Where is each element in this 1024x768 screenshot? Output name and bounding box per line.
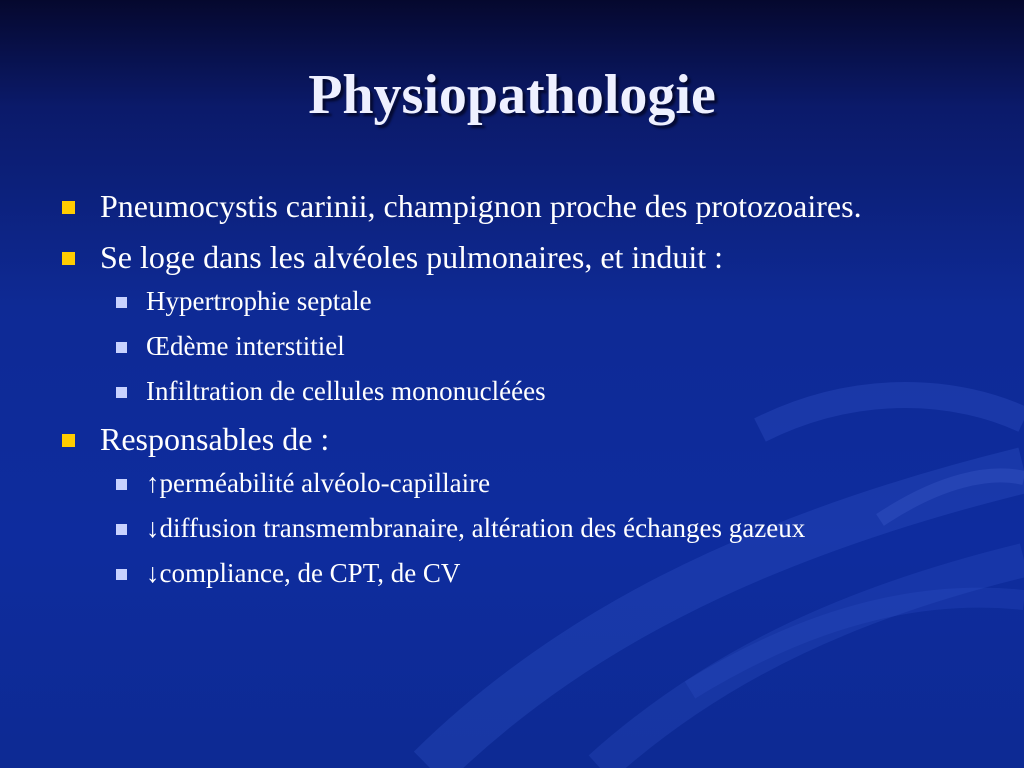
bullet-text: Se loge dans les alvéoles pulmonaires, et induit : [100, 239, 723, 275]
square-bullet-icon [62, 434, 75, 447]
square-sub-bullet-icon [116, 524, 127, 535]
bullet-item [62, 186, 972, 226]
slide-title: Physiopathologie [308, 64, 716, 126]
sub-bullet-item [116, 511, 972, 546]
sub-bullet-list [62, 466, 972, 591]
sub-bullet-text: Infiltration de cellules mononucléées [146, 376, 546, 406]
sub-bullet-text: ↑perméabilité alvéolo-capillaire [146, 468, 491, 498]
sub-bullet-text: Œdème interstitiel [146, 331, 345, 361]
square-sub-bullet-icon [116, 479, 127, 490]
sub-bullet-list [62, 284, 972, 409]
square-sub-bullet-icon [116, 569, 127, 580]
bullet-text: Pneumocystis carinii, champignon proche des protozoaires. [100, 188, 862, 224]
square-bullet-icon [62, 252, 75, 265]
square-bullet-icon [62, 201, 75, 214]
slide-body [62, 186, 972, 601]
square-sub-bullet-icon [116, 387, 127, 398]
sub-bullet-text: ↓diffusion transmembranaire, altération des échanges gazeux [146, 513, 806, 543]
sub-bullet-item [116, 329, 972, 364]
bullet-text: Responsables de : [100, 421, 330, 457]
sub-bullet-item [116, 284, 972, 319]
sub-bullet-item [116, 466, 972, 501]
bullet-item [62, 419, 972, 459]
square-sub-bullet-icon [116, 342, 127, 353]
bullet-item [62, 237, 972, 277]
sub-bullet-text: Hypertrophie septale [146, 286, 372, 316]
sub-bullet-item [116, 556, 972, 591]
square-sub-bullet-icon [116, 297, 127, 308]
sub-bullet-text: ↓compliance, de CPT, de CV [146, 558, 461, 588]
sub-bullet-item [116, 374, 972, 409]
